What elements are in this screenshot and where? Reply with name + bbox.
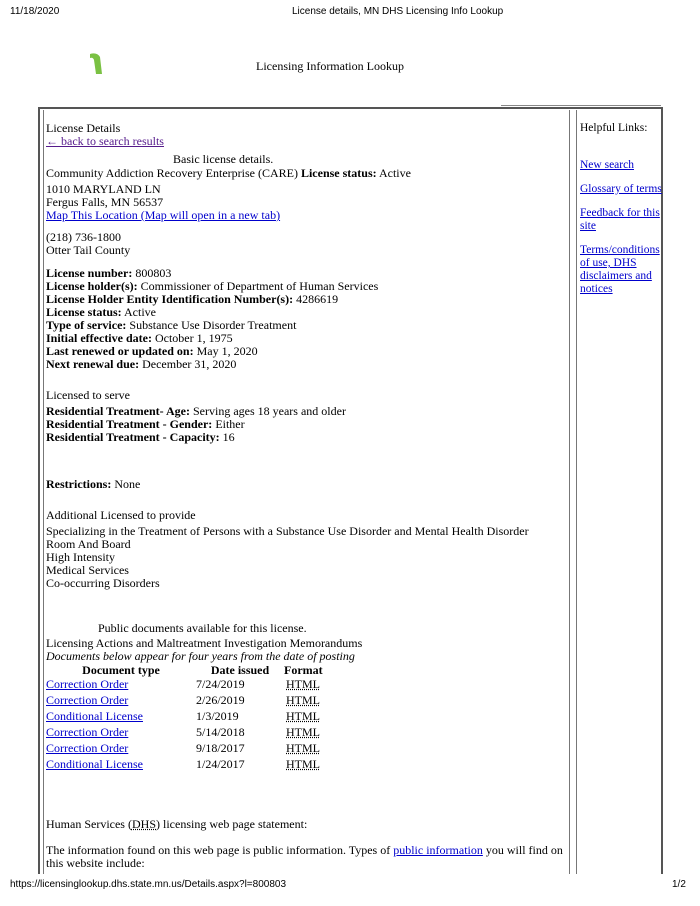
public-information-link[interactable]: public information	[393, 843, 483, 857]
date-issued-cell: 9/18/2017	[196, 741, 245, 755]
restrictions-value: None	[114, 477, 141, 491]
print-page-number: 1/2	[672, 879, 686, 890]
col-document-type: Document type	[82, 663, 160, 677]
frame-border-mid-2	[576, 110, 577, 874]
additional-service-item: High Intensity	[46, 550, 115, 564]
back-to-results-link[interactable]: ← back to search results	[46, 134, 164, 148]
format-cell	[284, 678, 350, 694]
field-row	[46, 431, 566, 444]
field-label: Residential Treatment- Age:	[46, 404, 190, 418]
documents-note: Documents below appear for four years from the date of posting	[46, 649, 355, 663]
field-label: Initial effective date:	[46, 331, 152, 345]
field-label: Residential Treatment - Capacity:	[46, 430, 220, 444]
additional-heading: Additional Licensed to provide	[46, 508, 196, 522]
field-value: December 31, 2020	[142, 357, 237, 371]
county: Otter Tail County	[46, 243, 131, 257]
field-value: Substance Use Disorder Treatment	[129, 318, 297, 332]
date-issued-cell: 7/24/2019	[196, 677, 245, 691]
site-title: Licensing Information Lookup	[256, 59, 404, 73]
frame-divider	[501, 105, 661, 106]
table-row	[46, 710, 350, 726]
document-link[interactable]: Correction Order	[46, 677, 129, 691]
document-type-cell	[46, 758, 196, 774]
field-value: May 1, 2020	[196, 344, 258, 358]
field-label: Next renewal due:	[46, 357, 140, 371]
helpful-links-sidebar	[580, 122, 662, 296]
restrictions	[46, 478, 566, 491]
format-cell	[284, 694, 350, 710]
statement-heading	[46, 818, 566, 831]
feedback-link[interactable]: Feedback for this site	[580, 207, 660, 232]
documents-table	[46, 663, 350, 774]
license-details-panel	[46, 122, 566, 870]
frame-border-left-inner	[43, 110, 44, 874]
document-type-cell	[46, 742, 196, 758]
date-issued-cell: 2/26/2019	[196, 693, 245, 707]
document-type-cell	[46, 694, 196, 710]
document-link[interactable]: Correction Order	[46, 741, 129, 755]
field-value: 4286619	[296, 292, 339, 306]
format-cell	[284, 710, 350, 726]
dhs-logo-icon	[88, 52, 108, 76]
frame-divider	[38, 107, 663, 109]
helpful-links-heading: Helpful Links:	[580, 122, 648, 134]
format-cell	[284, 742, 350, 758]
format-abbr: HTML	[286, 757, 320, 771]
basic-heading: Basic license details.	[173, 152, 274, 166]
program-line	[46, 167, 566, 180]
document-link[interactable]: Correction Order	[46, 725, 129, 739]
map-location-link[interactable]: Map This Location (Map will open in a new tab)	[46, 208, 281, 222]
format-abbr: HTML	[286, 741, 320, 755]
field-value: Serving ages 18 years and older	[192, 404, 346, 418]
field-value: October 1, 1975	[154, 331, 233, 345]
table-row	[46, 742, 350, 758]
date-issued-cell: 5/14/2018	[196, 725, 245, 739]
documents-heading: Public documents available for this license.	[98, 621, 307, 635]
additional-services-list	[46, 525, 566, 590]
document-link[interactable]: Correction Order	[46, 693, 129, 707]
field-label: License Holder Entity Identification Number(s):	[46, 292, 294, 306]
terms-link[interactable]: Terms/conditions of use, DHS disclaimers and notices	[580, 244, 660, 295]
documents-subheading: Licensing Actions and Maltreatment Investigation Memorandums	[46, 636, 363, 650]
frame-border-mid	[569, 110, 570, 874]
status-value: Active	[378, 166, 411, 180]
print-date: 11/18/2020	[10, 6, 60, 17]
document-link[interactable]: Conditional License	[46, 757, 143, 771]
table-row	[46, 678, 350, 694]
field-value: Active	[124, 305, 157, 319]
field-value: Either	[215, 417, 245, 431]
additional-service-item: Co-occurring Disorders	[46, 576, 160, 590]
format-abbr: HTML	[286, 693, 320, 707]
field-label: License status:	[46, 305, 122, 319]
restrictions-label: Restrictions:	[46, 477, 112, 491]
field-label: Residential Treatment - Gender:	[46, 417, 213, 431]
serve-heading: Licensed to serve	[46, 388, 130, 402]
print-title: License details, MN DHS Licensing Info Lookup	[292, 6, 504, 17]
document-type-cell	[46, 678, 196, 694]
table-row	[46, 694, 350, 710]
statement-heading-post: ) licensing web page statement:	[156, 817, 308, 831]
field-label: Type of service:	[46, 318, 127, 332]
address-line-2: Fergus Falls, MN 56537	[46, 195, 164, 209]
statement-text-post: you will find on this website include:	[46, 843, 563, 870]
format-cell	[284, 726, 350, 742]
page-title: License Details	[46, 121, 121, 135]
format-cell	[284, 758, 350, 774]
address-line-1: 1010 MARYLAND LN	[46, 182, 161, 196]
status-label: License status:	[300, 166, 377, 180]
statement-text-pre: The information found on this web page is public information. Types of	[46, 843, 394, 857]
statement-heading-pre: Human Services (	[46, 817, 132, 831]
table-row	[46, 726, 350, 742]
print-url: https://licensinglookup.dhs.state.mn.us/Details.aspx?l=800803	[10, 879, 287, 890]
date-issued-cell: 1/24/2017	[196, 757, 245, 771]
document-type-cell	[46, 726, 196, 742]
glossary-link[interactable]: Glossary of terms	[580, 183, 662, 195]
document-link[interactable]: Conditional License	[46, 709, 143, 723]
dhs-abbr: DHS	[131, 817, 156, 831]
additional-service-item: Room And Board	[46, 537, 131, 551]
field-value: Commissioner of Department of Human Services	[140, 279, 379, 293]
field-label: Last renewed or updated on:	[46, 344, 194, 358]
documents-header-row	[46, 663, 350, 678]
program-name: Community Addiction Recovery Enterprise (CARE)	[46, 166, 298, 180]
new-search-link[interactable]: New search	[580, 159, 634, 171]
format-abbr: HTML	[286, 677, 320, 691]
serve-fields	[46, 405, 566, 444]
additional-service-item: Specializing in the Treatment of Persons with a Substance Use Disorder and Mental Health Disorder	[46, 524, 529, 538]
field-value: 800803	[135, 266, 172, 280]
statement-text	[46, 844, 566, 870]
phone: (218) 736-1800	[46, 230, 121, 244]
format-abbr: HTML	[286, 709, 320, 723]
field-value: 16	[222, 430, 235, 444]
additional-service-item: Medical Services	[46, 563, 129, 577]
field-label: License number:	[46, 266, 133, 280]
format-abbr: HTML	[286, 725, 320, 739]
field-label: License holder(s):	[46, 279, 138, 293]
field-row	[46, 358, 566, 371]
document-type-cell	[46, 710, 196, 726]
date-issued-cell: 1/3/2019	[196, 709, 239, 723]
col-format: Format	[284, 663, 323, 677]
frame-border-left	[38, 108, 40, 874]
table-row	[46, 758, 350, 774]
col-date-issued: Date issued	[210, 663, 270, 677]
license-fields	[46, 267, 566, 371]
